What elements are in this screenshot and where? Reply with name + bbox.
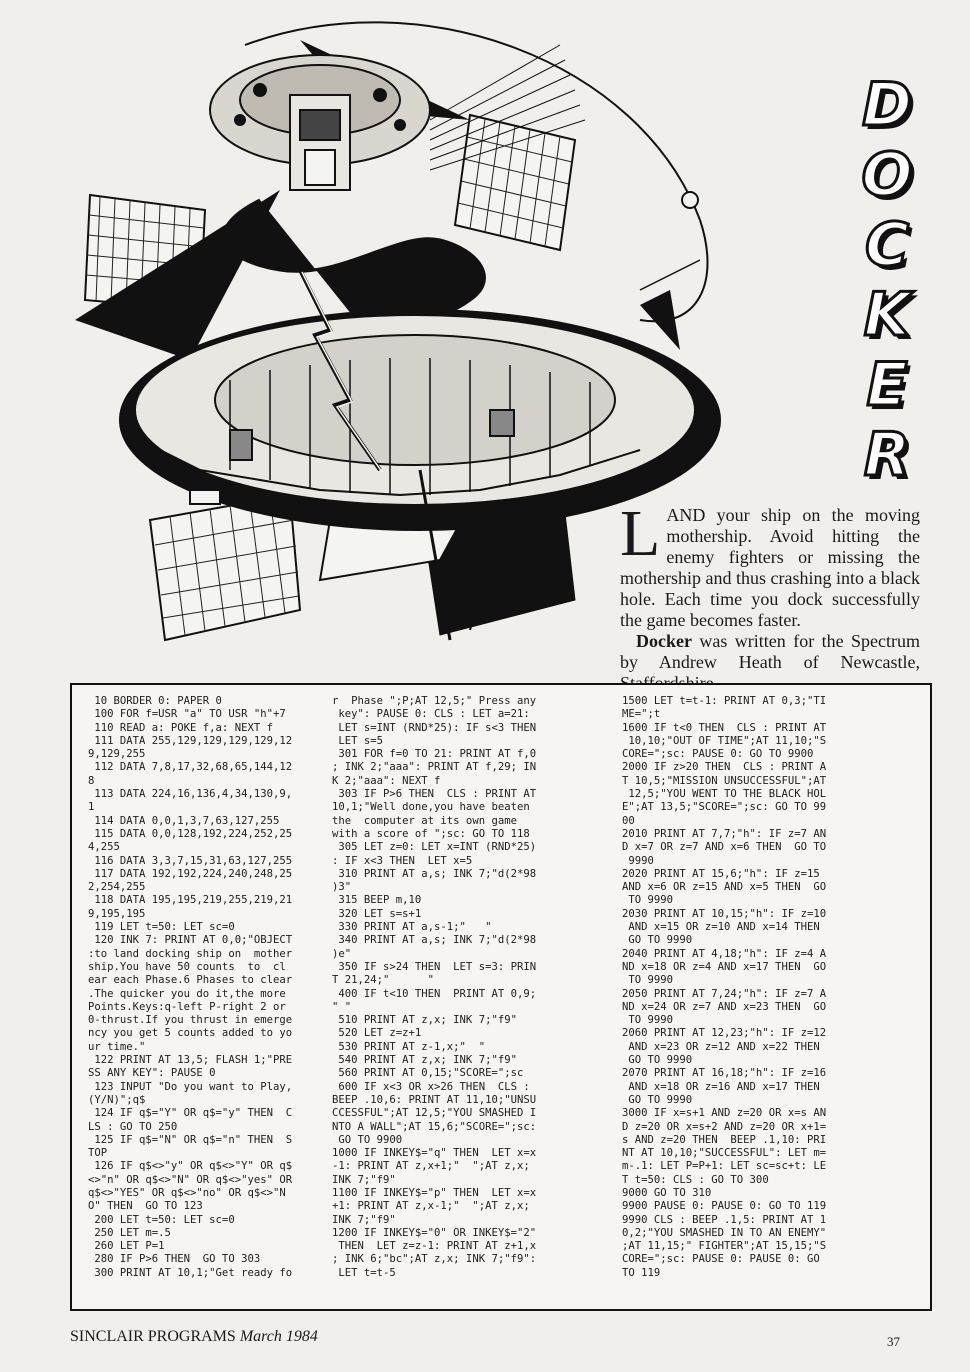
intro-text — [620, 497, 920, 694]
title-letter: E — [866, 350, 908, 420]
intro-body: AND your ship on the moving mothership. Avoid hitting the enemy fighters or missing the mothership and thus crashing into a black hole. Each time you dock successfully the game becomes faster. — [620, 505, 920, 630]
title-letter: C — [864, 210, 910, 280]
small-moon — [682, 192, 698, 208]
page-title — [812, 70, 962, 490]
intro-paragraph — [620, 497, 920, 631]
title-letter: D — [862, 70, 912, 140]
listing-column-3: 1500 LET t=t-1: PRINT AT 0,3;"TI ME=";t 1600 IF t<0 THEN CLS : PRINT AT 10,10;"OUT OF TIME";AT 11,10;"S CORE=";sc: PAUSE 0: GO TO 9900 2000 IF z>20 THEN CLS : PRINT A T 10,5;"MISSION UNSUCCESSFUL";AT 12,5;"YOU WENT TO THE BLACK HOL E";AT 13,5;"SCORE=";sc: GO TO 99 00 2010 PRINT AT 7,7;"h": IF z=7 AN D x=7 OR z=7 AND x=6 THEN GO TO 9990 2020 PRINT AT 15,6;"h": IF z=15 AND x=6 OR z=15 AND x=5 THEN GO TO 9990 2030 PRINT AT 10,15;"h": IF z=10 AND x=15 OR z=10 AND x=14 THEN GO TO 9990 2040 PRINT AT 4,18;"h": IF z=4 A ND x=18 OR z=4 AND x=17 THEN GO TO 9990 2050 PRINT AT 7,24;"h": IF z=7 A ND x=24 OR z=7 AND x=23 THEN GO TO 9990 2060 PRINT AT 12,23;"h": IF z=12 AND x=23 OR z=12 AND x=22 THEN GO TO 9990 2070 PRINT AT 16,18;"h": IF z=16 AND x=18 OR z=16 AND x=17 THEN GO TO 9990 3000 IF x=s+1 AND z=20 OR x=s AN D z=20 OR x=s+2 AND z=20 OR x+1= s AND z=20 THEN BEEP .1,10: PRI NT AT 10,10;"SUCCESSFUL": LET m= m-.1: LET P=P+1: LET sc=sc+t: LE T t=50: CLS : GO TO 300 9000 GO TO 310 9900 PAUSE 0: PAUSE 0: GO TO 119 9990 CLS : BEEP .1,5: PRINT AT 1 0,2;"YOU SMASHED IN TO AN ENEMY" ;AT 11,15;" FIGHTER";AT 15,15;"S CORE=";sc: PAUSE 0: PAUSE 0: GO TO 119 — [622, 695, 827, 1279]
program-name: Docker — [636, 631, 692, 651]
program-listing — [70, 683, 932, 1311]
magazine-name: SINCLAIR PROGRAMS — [70, 1328, 236, 1345]
grid-panel-right — [455, 115, 575, 250]
title-letter: O — [861, 140, 913, 210]
title-letter: K — [863, 280, 911, 350]
byline-text: was written for the Spectrum by Andrew Heath of Newcastle, — [620, 631, 920, 672]
issue-date: March 1984 — [239, 1328, 318, 1345]
footer-magazine — [70, 1328, 318, 1346]
drop-cap: L — [620, 497, 661, 570]
page-number: 37 — [887, 1334, 900, 1349]
listing-column-1: 10 BORDER 0: PAPER 0 100 FOR f=USR "a" TO USR "h"+7 110 READ a: POKE f,a: NEXT f 111 DATA 255,129,129,129,129,12 9,129,255 112 DATA 7,8,17,32,68,65,144,12 8 113 DATA 224,16,136,4,34,130,9, 1 114 DATA 0,0,1,3,7,63,127,255 115 DATA 0,0,128,192,224,252,25 4,255 116 DATA 3,3,7,15,31,63,127,255 117 DATA 192,192,224,240,248,25 2,254,255 118 DATA 195,195,219,255,219,21 9,195,195 119 LET t=50: LET sc=0 120 INK 7: PRINT AT 0,0;"OBJECT :to land docking ship on mother ship.You have 50 counts to cl ear each Phase.6 Phases to clear .The quicker you do it,the more Points.Keys:q-left P-right 2 or 0-thrust.If you thrust in emerge ncy you get 5 counts added to yo ur time." 122 PRINT AT 13,5; FLASH 1;"PRE SS ANY KEY": PAUSE 0 123 INPUT "Do you want to Play, (Y/N)";q$ 124 IF q$="Y" OR q$="y" THEN C LS : GO TO 250 125 IF q$="N" OR q$="n" THEN S TOP 126 IF q$<>"y" OR q$<>"Y" OR q$ <>"n" OR q$<>"N" OR q$<>"yes" OR q$<>"YES" OR q$<>"no" OR q$<>"N O" THEN GO TO 123 200 LET t=50: LET sc=0 250 LET m=.5 260 LET P=1 280 IF P>6 THEN GO TO 303 300 PRINT AT 10,1;"Get ready fo — [88, 695, 293, 1279]
listing-column-2: r Phase ";P;AT 12,5;" Press any key": PAUSE 0: CLS : LET a=21: LET s=INT (RND*25): IF s<3 THEN LET s=5 301 FOR f=0 TO 21: PRINT AT f,0 ; INK 2;"aaa": PRINT AT f,29; IN K 2;"aaa": NEXT f 303 IF P>6 THEN CLS : PRINT AT 10,1;"Well done,you have beaten the computer at its own game with a score of ";sc: GO TO 118 305 LET z=0: LET x=INT (RND*25) : IF x<3 THEN LET x=5 310 PRINT AT a,s; INK 7;"d(2*98 )3" 315 BEEP m,10 320 LET s=s+1 330 PRINT AT a,s-1;" " 340 PRINT AT a,s; INK 7;"d(2*98 )e" 350 IF s>24 THEN LET s=3: PRIN T 21,24;" " 400 IF t<10 THEN PRINT AT 0,9; " " 510 PRINT AT z,x; INK 7;"f9" 520 LET z=z+1 530 PRINT AT z-1,x;" " 540 PRINT AT z,x; INK 7;"f9" 560 PRINT AT 0,15;"SCORE=";sc 600 IF x<3 OR x>26 THEN CLS : BEEP .10,6: PRINT AT 11,10;"UNSU CCESSFUL";AT 12,5;"YOU SMASHED I NTO A WALL";AT 15,6;"SCORE=";sc: GO TO 9900 1000 IF INKEY$="q" THEN LET x=x -1: PRINT AT z,x+1;" ";AT z,x; INK 7;"f9" 1100 IF INKEY$="p" THEN LET x=x +1: PRINT AT z,x-1;" ";AT z,x; INK 7;"f9" 1200 IF INKEY$="0" OR INKEY$="2" THEN LET z=z-1: PRINT AT z+1,x ; INK 6;"bc";AT z,x; INK 7;"f9": LET t=t-5 — [332, 695, 537, 1279]
docking-ship — [210, 55, 430, 190]
title-letter: R — [863, 420, 911, 490]
